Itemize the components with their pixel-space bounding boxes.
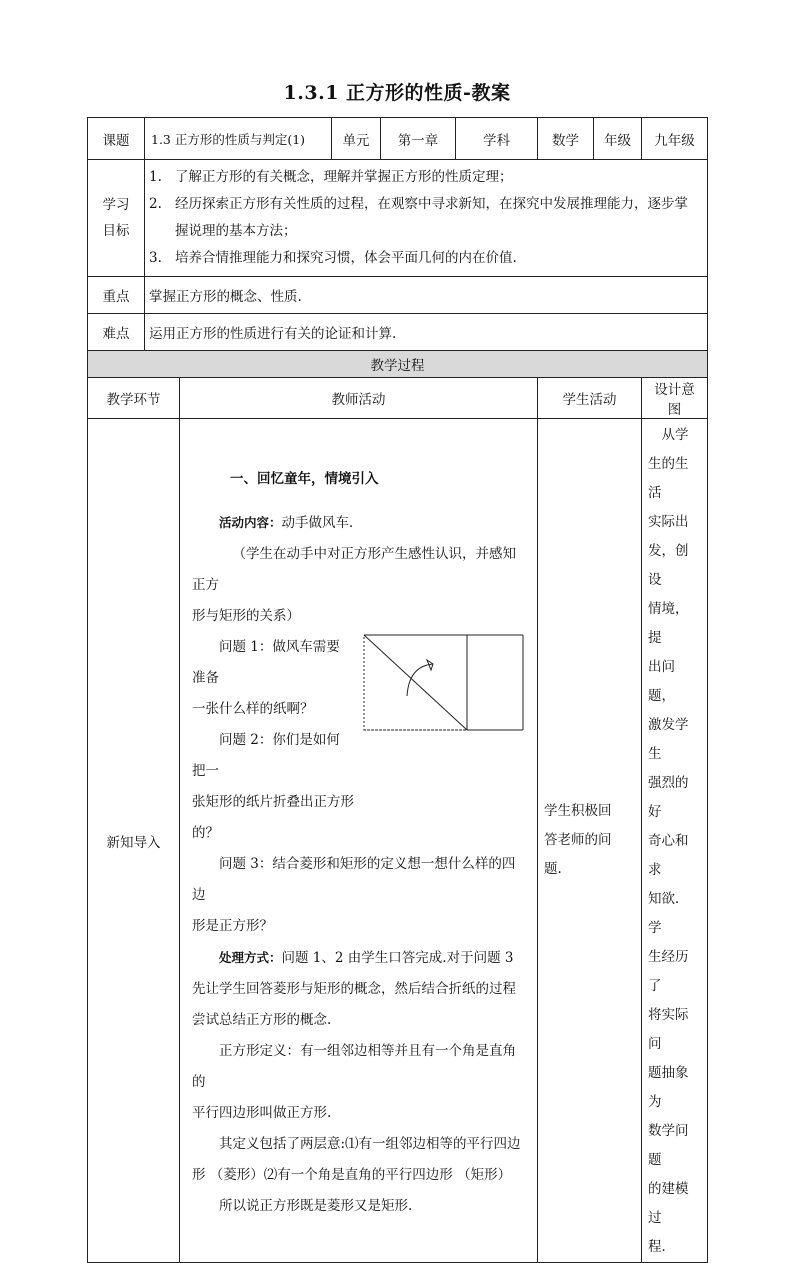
objective-num: 3. [149, 250, 162, 266]
course-label: 课题 [88, 118, 145, 160]
method-line-2: 先让学生回答菱形与矩形的概念，然后结合折纸的过程 [192, 980, 516, 997]
method-line-1 [192, 942, 525, 974]
teacher-activity-cell [180, 419, 538, 1263]
objectives-row [88, 160, 708, 277]
objective-item [149, 164, 701, 191]
student-activity-cell [538, 419, 642, 1263]
design-line: 的建模过 [648, 1181, 689, 1226]
q3-line-2: 形是正方形？ [192, 917, 273, 934]
activity-label: 活动内容： [219, 514, 282, 530]
objectives-label [88, 160, 145, 277]
subject-value: 数学 [538, 118, 594, 160]
fold-arrow-curve [407, 664, 433, 696]
stage-cell: 新知导入 [88, 419, 180, 1263]
difficulty-label: 难点 [88, 314, 145, 351]
design-line: 生经历了 [648, 949, 689, 994]
key-point-label: 重点 [88, 277, 145, 314]
design-line: 知欲．学 [648, 891, 689, 936]
objective-item [149, 191, 701, 218]
grade-value: 九年级 [642, 118, 708, 160]
design-line: 出问题， [648, 659, 675, 704]
process-content-row [88, 419, 708, 1263]
design-line: 发，创设 [648, 543, 689, 588]
difficulty-row [88, 314, 708, 351]
design-line: 从学 [648, 427, 689, 443]
objective-num: 2. [149, 196, 162, 212]
diagonal-line [364, 635, 467, 730]
objective-text: 培养合情推理能力和探究习惯，体会平面几何的内在价值. [175, 250, 517, 266]
student-line: 题. [544, 861, 562, 877]
header-row [88, 118, 708, 160]
student-line: 学生积极回 [544, 803, 612, 819]
design-line: 激发学生 [648, 717, 689, 762]
col-stage-header: 教学环节 [88, 378, 180, 419]
objectives-label-line1: 学习 [102, 197, 130, 213]
design-line: 生的生活 [648, 456, 689, 501]
objectives-label-line2: 目标 [102, 223, 130, 239]
q2-line-2: 张矩形的纸片折叠出正方形 [192, 793, 354, 810]
course-value: 1.3 正方形的性质与判定(1) [145, 118, 332, 160]
document-title: 1.3.1 正方形的性质-教案 [283, 82, 511, 104]
objective-continuation: 握说理的基本方法； [175, 223, 297, 239]
definition-line-2: 平行四边形叫做正方形. [192, 1104, 332, 1121]
col-design-header: 设计意图 [642, 378, 708, 419]
q2-line-1: 问题 2：你们是如何把一 [192, 731, 340, 779]
paren-line-1: （学生在动手中对正方形产生感性认识，并感知正方 [192, 545, 516, 593]
conclusion-line: 所以说正方形既是菱形又是矩形. [219, 1197, 413, 1214]
design-line: 程． [648, 1239, 675, 1255]
design-line: 将实际问 [648, 1007, 689, 1052]
method-label: 处理方式： [219, 949, 282, 965]
windmill-figure [363, 634, 525, 732]
objective-text: 了解正方形的有关概念，理解并掌握正方形的性质定理； [175, 169, 513, 185]
section-heading: 一、回忆童年，情境引入 [230, 470, 379, 487]
design-intent-cell [642, 419, 708, 1263]
layers-line-2: 形 （菱形）⑵有一个角是直角的平行四边形 （矩形） [192, 1166, 512, 1183]
process-title-row [88, 351, 708, 378]
objective-item [149, 245, 701, 272]
design-line: 情境，提 [648, 601, 689, 646]
q3-line-1: 问题 3：结合菱形和矩形的定义想一想什么样的四边 [192, 855, 516, 903]
key-point-text: 掌握正方形的概念、性质. [145, 277, 708, 314]
student-line: 答老师的问 [544, 832, 612, 848]
objectives-content [145, 160, 708, 277]
method-text-1: 问题 1、2 由学生口答完成.对于问题 3 [281, 949, 514, 966]
grade-label: 年级 [594, 118, 642, 160]
paren-line-2: 形与矩形的关系） [192, 607, 300, 624]
process-header-row [88, 378, 708, 419]
col-student-header: 学生活动 [538, 378, 642, 419]
design-line: 强烈的好 [648, 775, 689, 820]
q1-line-1: 问题 1：做风车需要准备 [192, 638, 340, 686]
q1-line-2: 一张什么样的纸啊？ [192, 700, 314, 717]
layers-line-1: 其定义包括了两层意:⑴有一组邻边相等的平行四边 [219, 1135, 521, 1152]
subject-label: 学科 [456, 118, 538, 160]
objective-num: 1. [149, 169, 162, 185]
method-line-3: 尝试总结正方形的概念. [192, 1011, 332, 1028]
fold-diagram [363, 634, 525, 732]
activity-line [192, 507, 525, 539]
design-line: 数学问题 [648, 1123, 689, 1168]
process-title: 教学过程 [88, 351, 708, 378]
design-line: 实际出 [648, 514, 689, 530]
definition-line-1: 正方形定义：有一组邻边相等并且有一个角是直角的 [192, 1042, 516, 1090]
col-teacher-header: 教师活动 [180, 378, 538, 419]
unit-label: 单元 [332, 118, 381, 160]
design-line: 奇心和求 [648, 833, 689, 878]
lesson-plan-table [87, 117, 708, 1263]
unit-value: 第一章 [381, 118, 456, 160]
activity-text: 动手做风车． [281, 514, 363, 531]
difficulty-text: 运用正方形的性质进行有关的论证和计算. [145, 314, 708, 351]
objective-text: 经历探索正方形有关性质的过程，在观察中寻求新知，在探究中发展推理能力，逐步掌 [175, 196, 688, 212]
design-line: 题抽象为 [648, 1065, 689, 1110]
key-point-row [88, 277, 708, 314]
q2-line-3: 的？ [192, 824, 219, 841]
